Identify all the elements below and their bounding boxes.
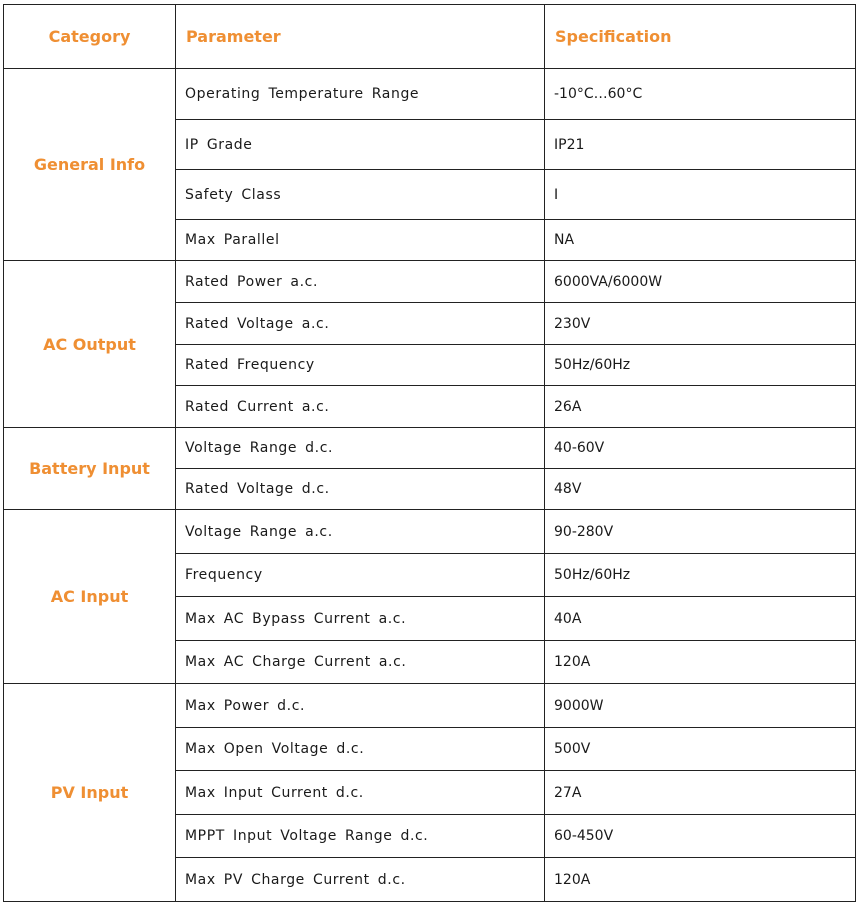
specification-cell: 60-450V	[545, 815, 856, 858]
parameter-cell: Rated Current a.c.	[176, 386, 545, 428]
parameter-cell: Operating Temperature Range	[176, 69, 545, 120]
spec-table-body	[4, 5, 856, 902]
parameter-cell: Rated Power a.c.	[176, 261, 545, 303]
specification-cell: 9000W	[545, 684, 856, 728]
specification-cell: 6000VA/6000W	[545, 261, 856, 303]
table-row	[4, 69, 856, 120]
parameter-cell: Max AC Charge Current a.c.	[176, 641, 545, 684]
header-row	[4, 5, 856, 69]
table-row	[4, 684, 856, 728]
category-cell: AC Output	[4, 261, 176, 428]
parameter-cell: Rated Frequency	[176, 345, 545, 386]
parameter-cell: Safety Class	[176, 170, 545, 220]
specification-cell: 40-60V	[545, 428, 856, 469]
specification-cell: 40A	[545, 597, 856, 641]
specification-cell: I	[545, 170, 856, 220]
specification-cell: 50Hz/60Hz	[545, 345, 856, 386]
parameter-cell: Rated Voltage d.c.	[176, 469, 545, 510]
parameter-cell: Max Open Voltage d.c.	[176, 728, 545, 771]
table-row	[4, 261, 856, 303]
table-row	[4, 510, 856, 554]
specification-cell: 27A	[545, 771, 856, 815]
category-cell: PV Input	[4, 684, 176, 902]
parameter-cell: Rated Voltage a.c.	[176, 303, 545, 345]
specification-header: Specification	[545, 5, 856, 69]
category-cell: Battery Input	[4, 428, 176, 510]
parameter-cell: MPPT Input Voltage Range d.c.	[176, 815, 545, 858]
parameter-cell: Frequency	[176, 554, 545, 597]
category-header: Category	[4, 5, 176, 69]
spec-table	[3, 4, 856, 902]
parameter-cell: Voltage Range a.c.	[176, 510, 545, 554]
table-row	[4, 428, 856, 469]
parameter-header: Parameter	[176, 5, 545, 69]
parameter-cell: Max AC Bypass Current a.c.	[176, 597, 545, 641]
specification-cell: 120A	[545, 858, 856, 902]
specification-cell: -10°C…60°C	[545, 69, 856, 120]
parameter-cell: Max Power d.c.	[176, 684, 545, 728]
parameter-cell: Max Input Current d.c.	[176, 771, 545, 815]
parameter-cell: Max Parallel	[176, 220, 545, 261]
category-cell: General Info	[4, 69, 176, 261]
specification-cell: 48V	[545, 469, 856, 510]
specification-cell: 50Hz/60Hz	[545, 554, 856, 597]
category-cell: AC Input	[4, 510, 176, 684]
specification-cell: 26A	[545, 386, 856, 428]
parameter-cell: Voltage Range d.c.	[176, 428, 545, 469]
specification-cell: NA	[545, 220, 856, 261]
specification-cell: IP21	[545, 120, 856, 170]
specification-cell: 500V	[545, 728, 856, 771]
specification-cell: 120A	[545, 641, 856, 684]
parameter-cell: Max PV Charge Current d.c.	[176, 858, 545, 902]
parameter-cell: IP Grade	[176, 120, 545, 170]
specification-cell: 90-280V	[545, 510, 856, 554]
specification-cell: 230V	[545, 303, 856, 345]
